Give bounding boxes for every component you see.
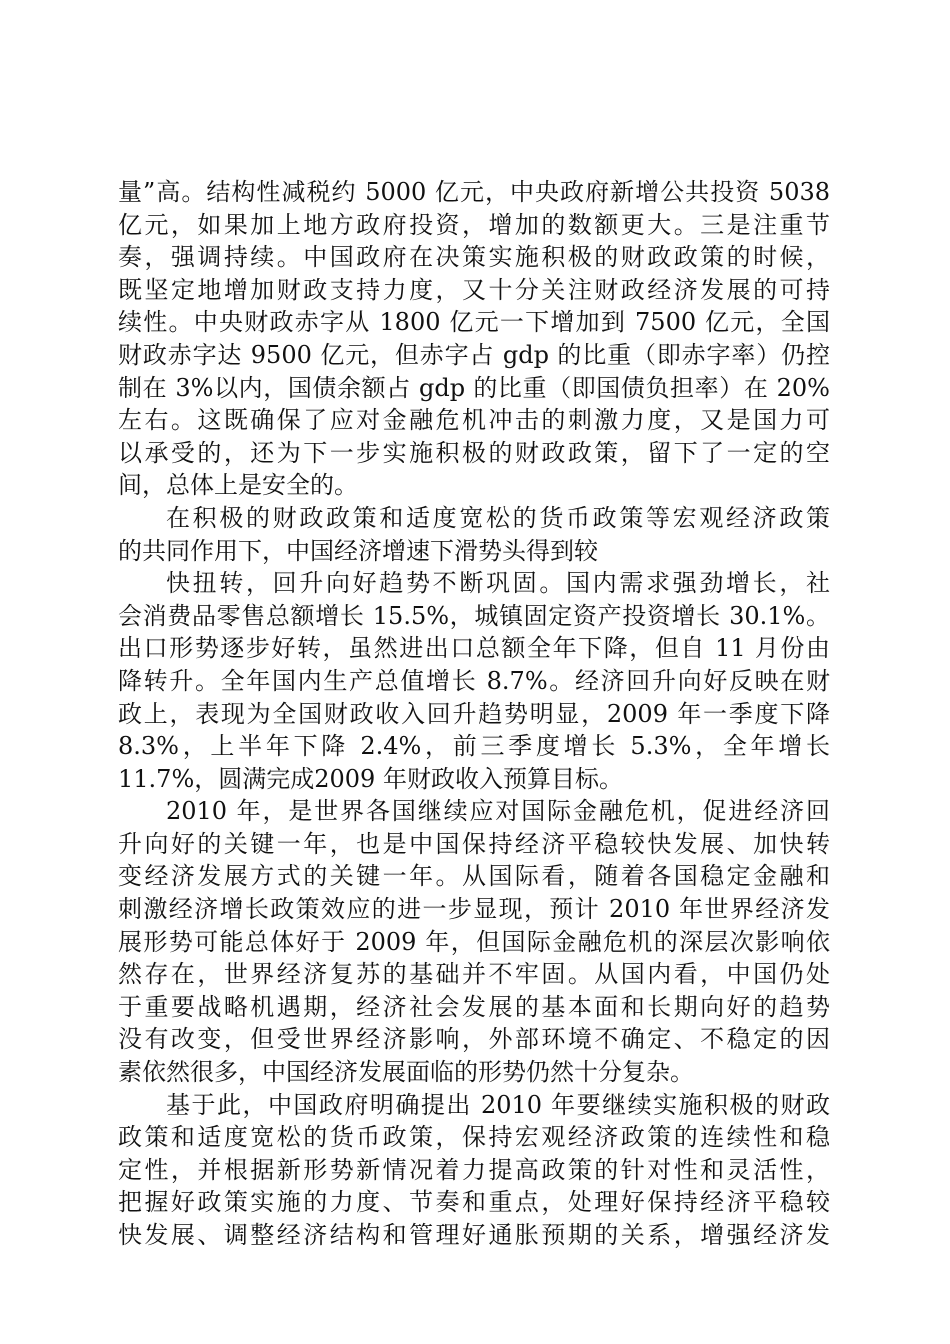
text-line: 把握好政策实施的力度、节奏和重点，处理好保持经济平稳较 xyxy=(118,1188,830,1217)
text-line: 亿元，如果加上地方政府投资，增加的数额更大。三是注重节 xyxy=(118,210,830,239)
text-line: 定性，并根据新形势新情况着力提高政策的针对性和灵活性， xyxy=(118,1155,830,1184)
text-line: 于重要战略机遇期，经济社会发展的基本面和长期向好的趋势 xyxy=(118,992,830,1021)
text-line: 降转升。全年国内生产总值增长 8.7%。经济回升向好反映在财 xyxy=(118,666,830,695)
paragraph-2 xyxy=(118,502,830,567)
text-line: 快扭转，回升向好趋势不断巩固。国内需求强劲增长，社 xyxy=(166,569,830,598)
paragraph-4 xyxy=(118,795,830,1088)
text-line: 以承受的，还为下一步实施积极的财政政策，留下了一定的空 xyxy=(118,438,830,467)
document-page xyxy=(118,176,830,1252)
text-line: 续性。中央财政赤字从 1800 亿元一下增加到 7500 亿元，全国 xyxy=(118,308,830,337)
text-line: 政上，表现为全国财政收入回升趋势明显，2009 年一季度下降 xyxy=(118,699,830,728)
text-line: 政策和适度宽松的货币政策，保持宏观经济政策的连续性和稳 xyxy=(118,1123,830,1152)
text-line: 变经济发展方式的关键一年。从国际看，随着各国稳定金融和 xyxy=(118,862,830,891)
text-line: 快发展、调整经济结构和管理好通胀预期的关系，增强经济发 xyxy=(118,1221,830,1249)
paragraph-3 xyxy=(118,567,830,795)
text-line: 制在 3%以内，国债余额占 gdp 的比重（即国债负担率）在 20% xyxy=(118,373,830,402)
paragraph-5 xyxy=(118,1089,830,1252)
paragraph-1 xyxy=(118,176,830,502)
text-line: 在积极的财政政策和适度宽松的货币政策等宏观经济政策 xyxy=(166,503,830,532)
text-line: 奏，强调持续。中国政府在决策实施积极的财政政策的时候， xyxy=(118,243,830,272)
text-line: 素依然很多，中国经济发展面临的形势仍然十分复杂。 xyxy=(118,1058,694,1087)
text-line: 出口形势逐步好转，虽然进出口总额全年下降，但自 11 月份由 xyxy=(118,634,830,663)
text-line: 财政赤字达 9500 亿元，但赤字占 gdp 的比重（即赤字率）仍控 xyxy=(118,340,830,369)
text-line: 升向好的关键一年，也是中国保持经济平稳较快发展、加快转 xyxy=(118,829,830,858)
text-line: 量”高。结构性减税约 5000 亿元，中央政府新增公共投资 5038 xyxy=(118,178,830,206)
text-line: 没有改变，但受世界经济影响，外部环境不确定、不稳定的因 xyxy=(118,1025,830,1054)
text-line: 间，总体上是安全的。 xyxy=(118,471,358,500)
text-line: 然存在，世界经济复苏的基础并不牢固。从国内看，中国仍处 xyxy=(118,960,830,989)
text-line: 的共同作用下，中国经济增速下滑势头得到较 xyxy=(118,536,598,565)
text-line: 会消费品零售总额增长 15.5%，城镇固定资产投资增长 30.1%。 xyxy=(118,601,830,630)
text-line: 8.3%，上半年下降 2.4%，前三季度增长 5.3%，全年增长 xyxy=(118,732,830,761)
text-line: 2010 年，是世界各国继续应对国际金融危机，促进经济回 xyxy=(166,797,830,826)
text-line: 11.7%，圆满完成2009 年财政收入预算目标。 xyxy=(118,764,623,793)
text-line: 既坚定地增加财政支持力度，又十分关注财政经济发展的可持 xyxy=(118,275,830,304)
text-line: 刺激经济增长政策效应的进一步显现，预计 2010 年世界经济发 xyxy=(118,895,830,924)
text-line: 基于此，中国政府明确提出 2010 年要继续实施积极的财政 xyxy=(166,1090,830,1119)
text-line: 展形势可能总体好于 2009 年，但国际金融危机的深层次影响依 xyxy=(118,927,830,956)
text-line: 左右。这既确保了应对金融危机冲击的刺激力度，又是国力可 xyxy=(118,406,830,435)
